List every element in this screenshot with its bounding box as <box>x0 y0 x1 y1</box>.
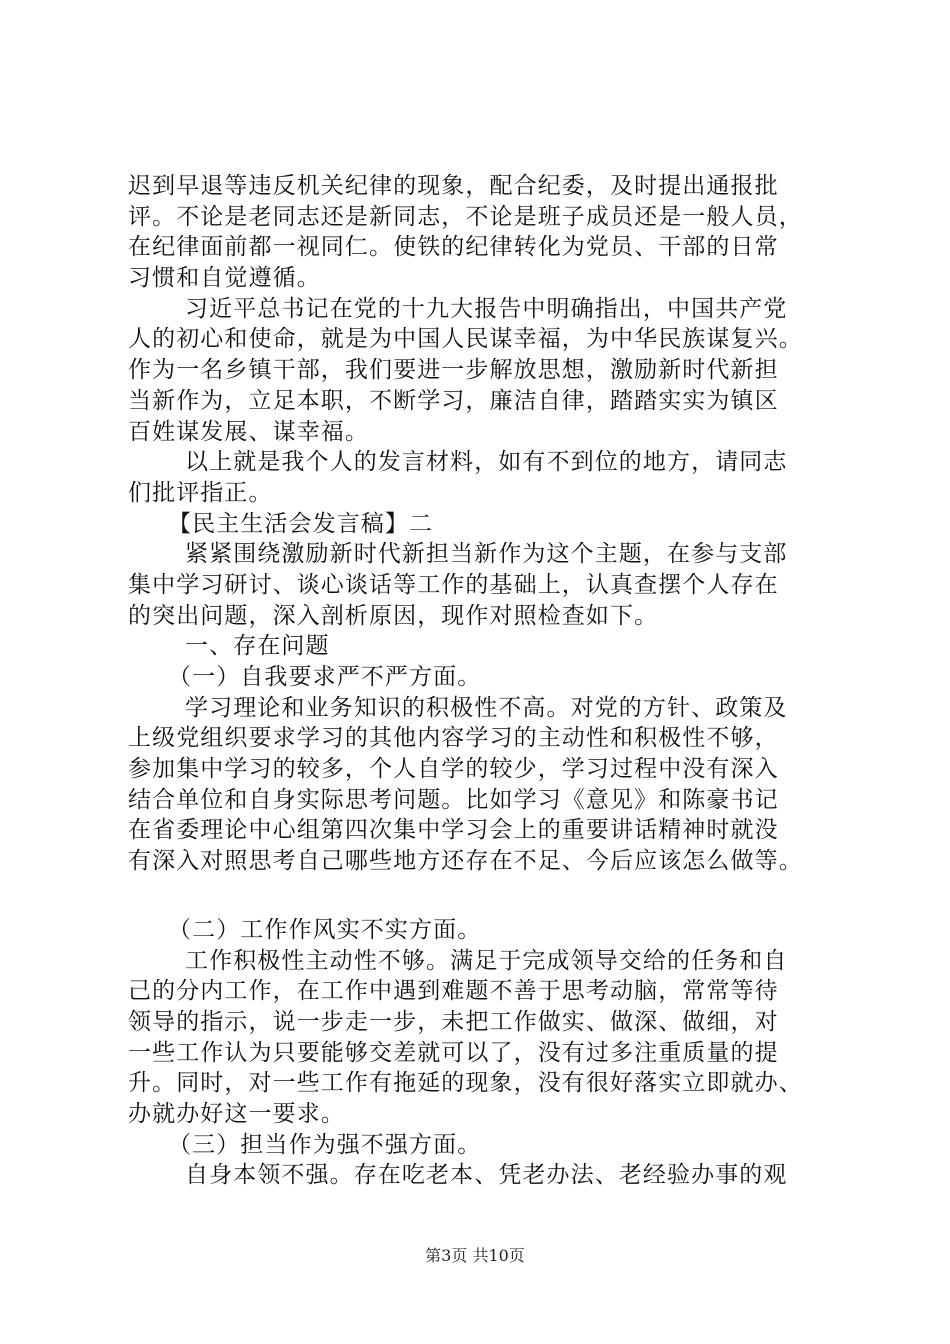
paragraph-start: 工作积极性主动性不够。满足于完成领导交给的任务和自 <box>185 947 788 974</box>
text-line: 办就办好这一要求。 <box>128 1100 345 1127</box>
text-line: 一些工作认为只要能够交差就可以了，没有过多注重质量的提 <box>128 1039 779 1066</box>
text-line: 在省委理论中心组第四次集中学习会上的重要讲话精神时就没 <box>128 817 779 844</box>
text-line: 参加集中学习的较多，个人自学的较少，学习过程中没有深入 <box>128 756 779 783</box>
heading-level-2: （二）工作作风实不实方面。 <box>168 916 482 943</box>
text-line: 结合单位和自身实际思考问题。比如学习《意见》和陈豪书记 <box>128 786 779 813</box>
page-footer: 第3页 共10页 <box>425 1246 525 1265</box>
text-line: 当新作为，立足本职，不断学习，廉洁自律，踏踏实实为镇区 <box>128 387 779 414</box>
text-line: 领导的指示，说一步走一步，未把工作做实、做深、做细，对 <box>128 1008 779 1035</box>
paragraph-gap <box>128 877 828 915</box>
paragraph-start: 学习理论和业务知识的积极性不高。对党的方针、政策及 <box>185 694 788 721</box>
text-line: 在纪律面前都一视同仁。使铁的纪律转化为党员、干部的日常 <box>128 234 779 261</box>
text-line: 评。不论是老同志还是新同志，不论是班子成员还是一般人员， <box>128 203 803 230</box>
paragraph-start: 紧紧围绕激励新时代新担当新作为这个主题，在参与支部 <box>185 541 788 568</box>
heading-level-2: （一）自我要求严不严方面。 <box>168 664 482 690</box>
paragraph-start: 自身本领不强。存在吃老本、凭老办法、老经验办事的观 <box>185 1162 788 1189</box>
heading-level-2: （三）担当作为强不强方面。 <box>168 1131 482 1158</box>
text-line: 上级党组织要求学习的其他内容学习的主动性和积极性不够， <box>128 725 779 752</box>
text-line: 人的初心和使命，就是为中国人民谋幸福，为中华民族谋复兴。 <box>128 326 803 353</box>
text-line: 迟到早退等违反机关纪律的现象，配合纪委，及时提出通报批 <box>128 173 779 199</box>
document-body <box>128 171 828 1191</box>
text-line: 集中学习研讨、谈心谈话等工作的基础上，认真查摆个人存在 <box>128 571 779 598</box>
heading-level-1: 一、存在问题 <box>185 633 330 660</box>
text-line: 有深入对照思考自己哪些地方还存在不足、今后应该怎么做等。 <box>128 848 803 875</box>
text-line: 们批评指正。 <box>128 479 273 506</box>
text-line: 作为一名乡镇干部，我们要进一步解放思想，激励新时代新担 <box>128 357 779 384</box>
text-line: 的突出问题，深入剖析原因，现作对照检查如下。 <box>128 602 659 629</box>
paragraph-start: 习近平总书记在党的十九大报告中明确指出，中国共产党 <box>185 295 788 322</box>
text-line: 升。同时，对一些工作有拖延的现象，没有很好落实立即就办、 <box>128 1070 803 1097</box>
section-title: 【民主生活会发言稿】二 <box>168 510 434 537</box>
text-line: 习惯和自觉遵循。 <box>128 265 321 292</box>
text-line: 百姓谋发展、谋幸福。 <box>128 418 369 445</box>
paragraph-start: 以上就是我个人的发言材料，如有不到位的地方，请同志 <box>185 449 788 476</box>
text-line: 己的分内工作，在工作中遇到难题不善于思考动脑，常常等待 <box>128 978 779 1005</box>
